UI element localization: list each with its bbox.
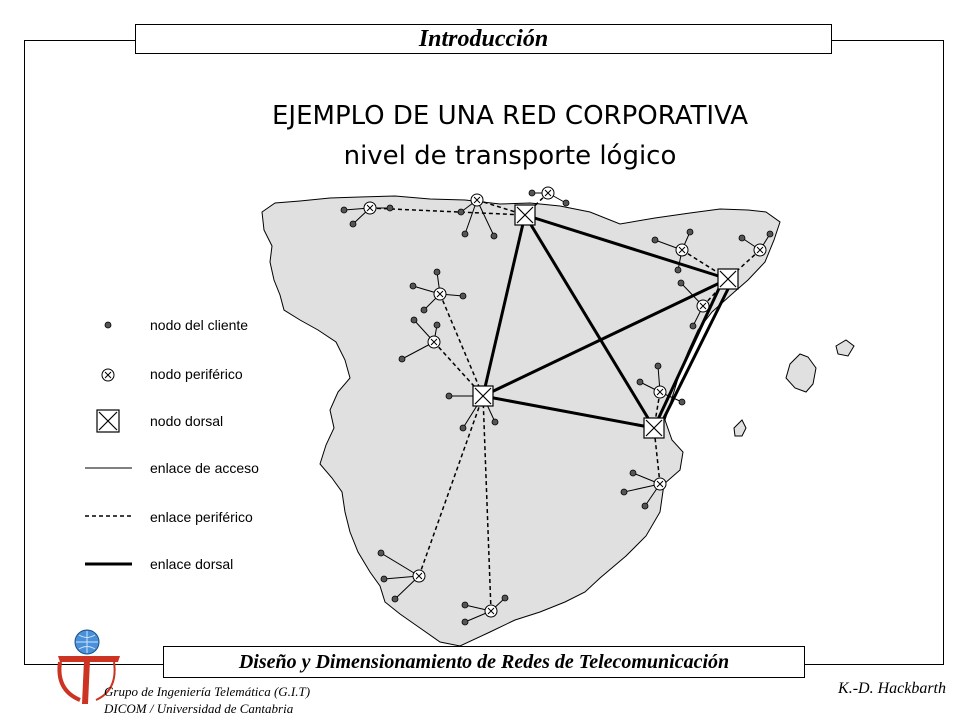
peripheral-node [754, 244, 766, 256]
backbone-node [515, 205, 535, 225]
peripheral-node [364, 202, 376, 214]
peripheral-node [428, 336, 440, 348]
org-line-2: DICOM / Universidad de Cantabria [104, 701, 294, 716]
legend-client-node-icon [105, 322, 111, 328]
org-line-1: Grupo de Ingeniería Telemática (G.I.T) [104, 684, 311, 699]
mallorca-shape [786, 354, 816, 392]
organization-info [104, 683, 310, 717]
footer-banner [163, 646, 805, 678]
backbone-node [473, 386, 493, 406]
legend-label-access-link: enlace de acceso [150, 460, 259, 476]
diagram-title-line1: EJEMPLO DE UNA RED CORPORATIVA [271, 101, 748, 131]
menorca-shape [836, 340, 854, 356]
peripheral-node [676, 244, 688, 256]
diagram-title-line2: nivel de transporte lógico [343, 141, 677, 171]
legend-label-peripheral-link: enlace periférico [150, 509, 253, 525]
legend-label-peripheral-node: nodo periférico [150, 366, 243, 382]
page-title: Introducción [418, 25, 549, 52]
ibiza-shape [734, 420, 746, 436]
legend-label-client-node: nodo del cliente [150, 317, 249, 333]
peripheral-node [471, 194, 483, 206]
peripheral-node [485, 605, 497, 617]
author-name: K.-D. Hackbarth [838, 680, 946, 697]
legend-label-backbone-link: enlace dorsal [150, 556, 234, 572]
peripheral-node [654, 386, 666, 398]
peripheral-node [413, 570, 425, 582]
legend-peripheral-node-icon [102, 369, 114, 381]
peripheral-node [654, 478, 666, 490]
backbone-node [644, 418, 664, 438]
legend-symbols [85, 322, 132, 564]
peripheral-node [434, 288, 446, 300]
legend-label-backbone-node: nodo dorsal [150, 413, 224, 429]
backbone-node [718, 269, 738, 289]
legend-backbone-node-icon [97, 410, 119, 432]
peripheral-node [542, 187, 554, 199]
peripheral-node [697, 300, 709, 312]
course-title: Diseño y Dimensionamiento de Redes de Telecomunicación [238, 650, 730, 673]
